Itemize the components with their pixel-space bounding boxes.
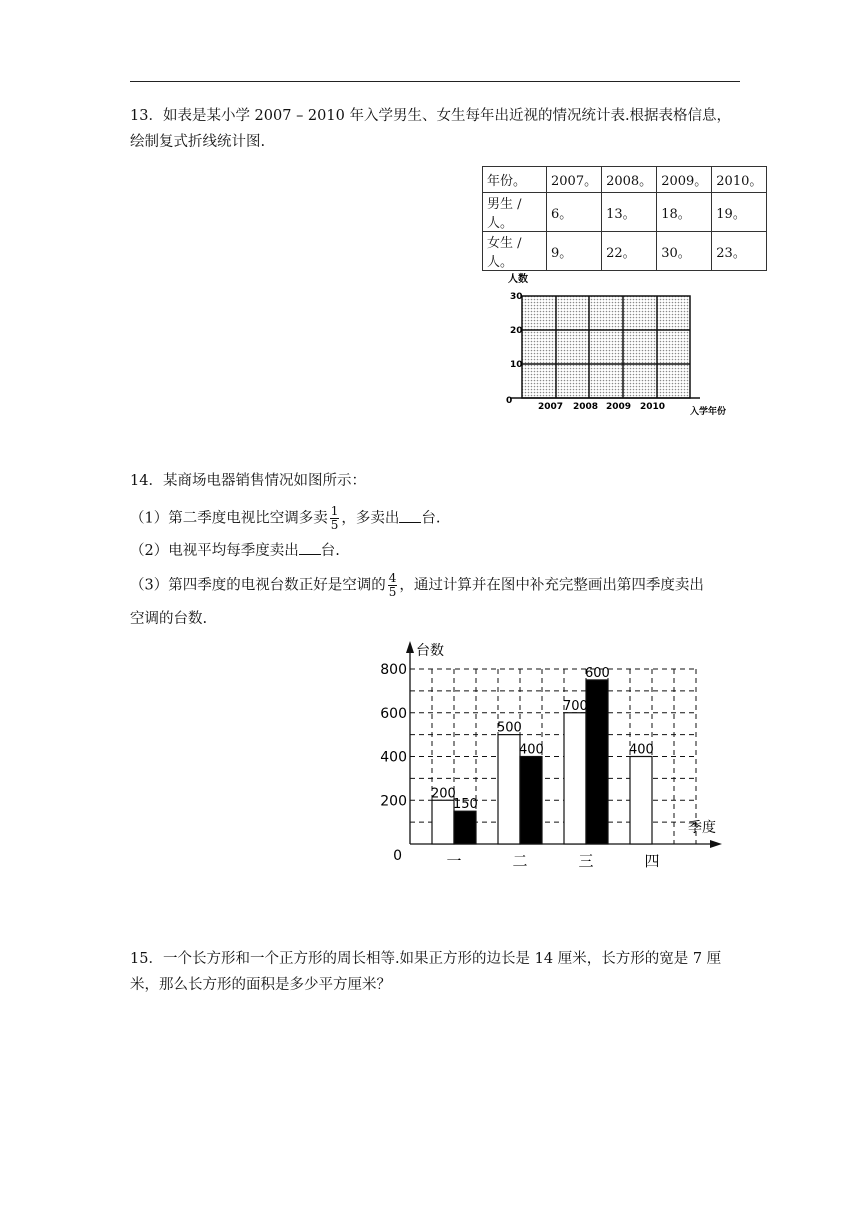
x-axis-arrow [710, 840, 722, 848]
table-cell: 19。 [712, 193, 767, 232]
grid-chart-xtick: 2009 [606, 402, 632, 412]
y-tick-label: 400 [380, 749, 407, 766]
table-cell: 2009。 [657, 167, 712, 193]
q14-sub2 [130, 540, 340, 561]
q14-text-line1: 14．某商场电器销售情况如图所示： [130, 473, 366, 489]
q13-grid-chart [500, 268, 740, 418]
q14-sub2-pre: （2）电视平均每季度卖出 [130, 543, 299, 559]
table-row [483, 193, 767, 232]
x-tick-label: 三 [578, 852, 594, 870]
y-axis-arrow [406, 641, 414, 653]
grid-chart-ytick: 0 [506, 396, 513, 406]
grid-chart-xlabel: 入学年份 [690, 407, 727, 417]
q14-sub2-end: 台. [320, 543, 340, 559]
bar [630, 757, 652, 845]
fraction-numerator: 4 [388, 571, 397, 585]
table-cell: 22。 [602, 232, 657, 271]
table-cell: 男生 / 人。 [483, 193, 547, 232]
q14-sub1 [130, 505, 440, 532]
q14-sub1-end: 台. [421, 510, 441, 527]
table-cell: 2010。 [712, 167, 767, 193]
header-rule [130, 81, 740, 82]
fraction-denominator: 5 [330, 518, 339, 532]
grid-chart-plot-area [522, 296, 690, 398]
q14-sub3-post: ，通过计算并在图中补充完整画出第四季度卖出 [399, 577, 704, 594]
bar-value-label: 200 [431, 786, 456, 802]
q14-sub3-line2: 空调的台数. [130, 611, 208, 627]
x-tick-label: 一 [446, 852, 462, 870]
bar-value-label: 500 [497, 720, 522, 736]
q13-text-line1: 13．如表是某小学 2007 – 2010 年入学男生、女生每年出近视的情况统计表.根据表格信息， [130, 108, 732, 124]
bar-value-label: 400 [629, 742, 654, 758]
bar [432, 800, 454, 844]
table-row [483, 232, 767, 271]
x-axis-label: 季度 [688, 820, 716, 836]
answer-blank[interactable] [399, 508, 421, 523]
q13-text-line2: 绘制复式折线统计图. [130, 134, 266, 150]
x-tick-label: 四 [644, 852, 660, 870]
fraction-four-fifths [388, 572, 398, 599]
y-tick-label: 800 [380, 662, 407, 678]
y-tick-label: 0 [393, 848, 402, 864]
q14-bar-chart [380, 635, 740, 875]
q13-data-table [482, 166, 767, 271]
fraction-numerator: 1 [330, 504, 339, 518]
bar-value-label: 700 [563, 698, 588, 714]
bar [564, 713, 586, 844]
x-tick-label: 二 [512, 852, 528, 870]
q15-text-line2: 米，那么长方形的面积是多少平方厘米？ [130, 977, 391, 993]
table-cell: 女生 / 人。 [483, 232, 547, 271]
bar-value-label: 400 [519, 742, 544, 758]
table-cell: 2007。 [547, 167, 602, 193]
table-cell: 9。 [547, 232, 602, 271]
table-cell: 23。 [712, 232, 767, 271]
y-tick-label: 600 [380, 705, 407, 722]
grid-chart-xtick: 2010 [640, 402, 666, 412]
grid-chart-xtick: 2007 [538, 402, 564, 412]
grid-chart-ytick: 30 [510, 292, 523, 302]
grid-chart-ylabel: 人数 [508, 274, 528, 285]
bar [586, 680, 608, 844]
y-tick-label: 200 [380, 793, 407, 810]
bar [520, 757, 542, 845]
q14-sub3-pre: （3）第四季度的电视台数正好是空调的 [130, 577, 386, 594]
answer-blank[interactable] [299, 540, 321, 555]
grid-chart-ytick: 20 [510, 326, 523, 336]
table-cell: 6。 [547, 193, 602, 232]
bar [454, 811, 476, 844]
grid-chart-xtick: 2008 [573, 402, 599, 412]
q14-sub3 [130, 572, 704, 599]
bar-value-label: 600 [585, 665, 610, 681]
table-cell: 18。 [657, 193, 712, 232]
q14-sub1-pre: （1）第二季度电视比空调多卖 [130, 510, 328, 527]
table-cell: 2008。 [602, 167, 657, 193]
y-axis-label: 台数 [416, 643, 444, 659]
bar-chart-bars [432, 680, 652, 844]
bar [498, 735, 520, 844]
bar-value-label: 150 [453, 797, 478, 813]
table-header-row [483, 167, 767, 193]
fraction-one-fifth [330, 505, 340, 532]
q14-sub1-post: ，多卖出 [341, 510, 400, 527]
fraction-denominator: 5 [388, 585, 397, 599]
table-cell: 30。 [657, 232, 712, 271]
table-cell: 年份。 [483, 167, 547, 193]
q15-text-line1: 15．一个长方形和一个正方形的周长相等.如果正方形的边长是 14 厘米，长方形的宽是 7 厘 [130, 951, 722, 967]
grid-chart-ytick: 10 [510, 360, 523, 370]
table-cell: 13。 [602, 193, 657, 232]
